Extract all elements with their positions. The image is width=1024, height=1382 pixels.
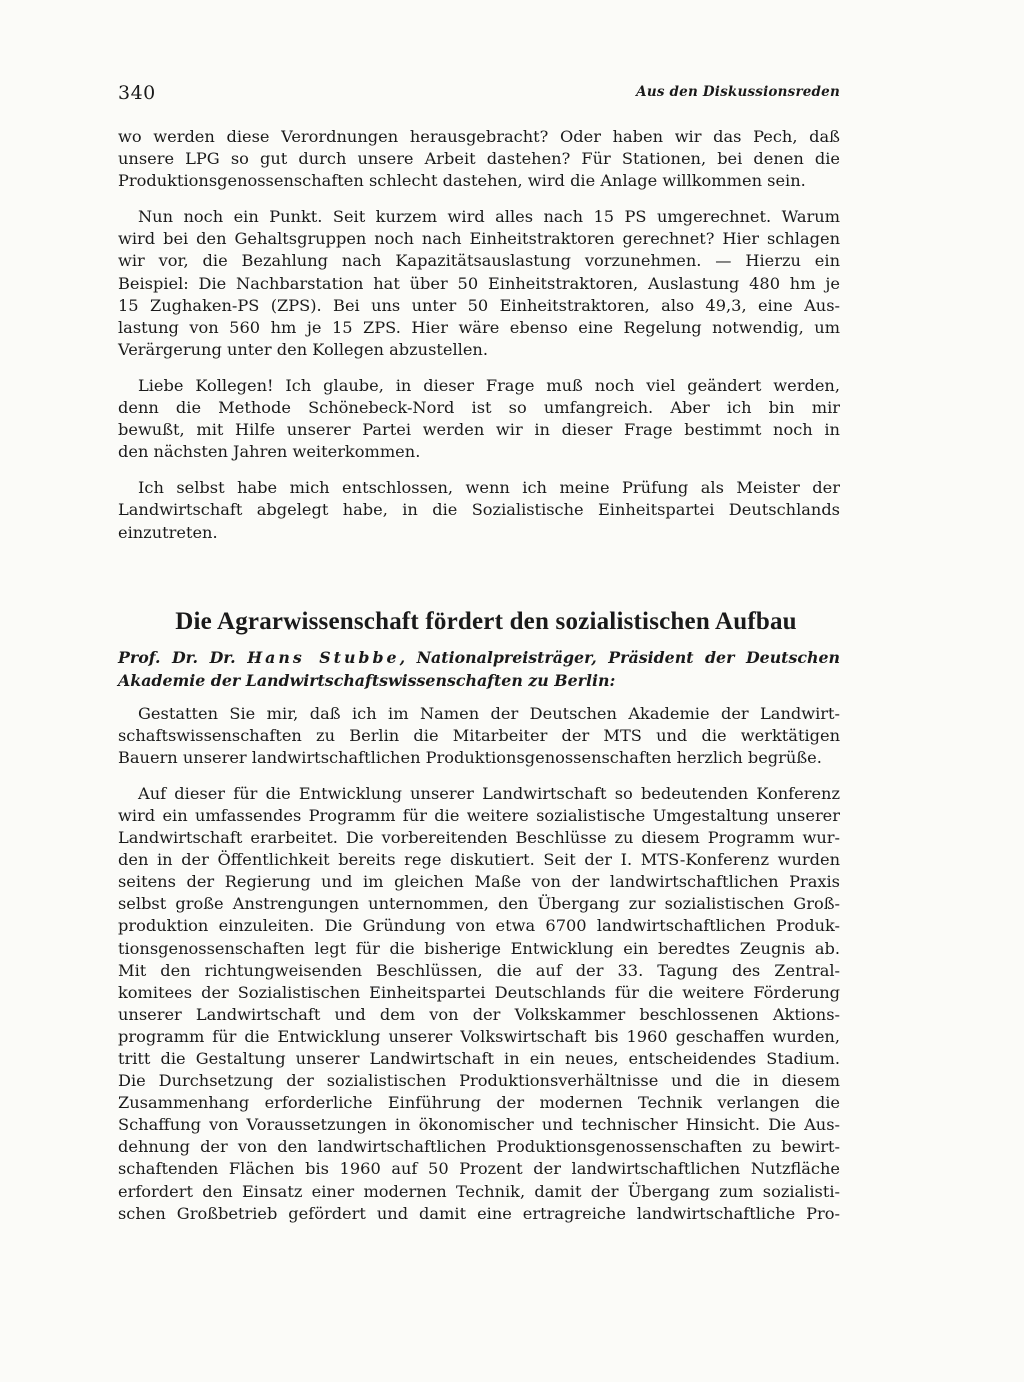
text-line: schen Großbetrieb gefördert und damit eine ertragreiche landwirtschaftliche Pro- xyxy=(118,1203,840,1223)
text-line: Mit den richtungweisenden Beschlüssen, die auf der 33. Tagung des Zentral- xyxy=(118,960,840,980)
speaker-title: , Nationalpreisträger, Präsident der Deutschen xyxy=(399,647,841,667)
text-line: einzutreten. xyxy=(118,522,218,542)
text-line: unserer Landwirtschaft und dem von der Volkskammer beschlossenen Aktions- xyxy=(118,1004,840,1024)
text-line: Zusammenhang erforderliche Einführung der modernen Technik verlangen die xyxy=(118,1093,840,1113)
speaker-name: Hans Stubbe xyxy=(247,647,400,667)
book-page xyxy=(118,76,840,1225)
text-line: tritt die Gestaltung unserer Landwirtschaft in ein neues, entscheidendes Stadium. xyxy=(118,1049,840,1068)
text-line: erfordert den Einsatz einer modernen Technik, damit der Übergang zum sozialisti- xyxy=(118,1181,840,1201)
text-line: seitens der Regierung und im gleichen Maße von der landwirtschaftlichen Praxis xyxy=(118,872,840,892)
text-line: wo werden diese Verordnungen herausgebracht? Oder haben wir das Pech, daß xyxy=(118,127,840,146)
paragraph xyxy=(118,206,840,361)
text-line: komitees der Sozialistischen Einheitspartei Deutschlands für die weitere Förderung xyxy=(118,982,840,1002)
text-line: Auf dieser für die Entwicklung unserer Landwirtschaft so bedeutenden Konferenz xyxy=(138,783,840,803)
text-line: Beispiel: Die Nachbarstation hat über 50 Einheitstraktoren, Auslastung 480 hm je xyxy=(118,273,840,293)
paragraph xyxy=(118,783,840,1225)
text-line: Produktionsgenossenschaften schlecht dastehen, wird die Anlage willkommen sein. xyxy=(118,171,806,191)
text-line: dehnung der von den landwirtschaftlichen Produktionsgenossenschaften zu bewirt- xyxy=(118,1137,840,1157)
paragraph xyxy=(118,703,840,769)
paragraph xyxy=(118,375,840,463)
text-line: tionsgenossenschaften legt für die bisherige Entwicklung ein beredtes Zeugnis ab. xyxy=(118,938,840,958)
text-line: schaftenden Flächen bis 1960 auf 50 Prozent der landwirtschaftlichen Nutzfläche xyxy=(118,1159,840,1179)
text-line: Schaffung von Voraussetzungen in ökonomischer und technischer Hinsicht. Die Aus- xyxy=(118,1115,840,1135)
text-line: wird ein umfassendes Programm für die weitere sozialistische Umgestaltung unserer xyxy=(118,805,840,825)
text-line: Landwirtschaft abgelegt habe, in die Sozialistische Einheitspartei Deutschlands xyxy=(118,500,840,520)
section-title: Die Agrarwissenschaft fördert den sozialistischen Aufbau xyxy=(175,607,797,635)
running-head: Aus den Diskussionsreden xyxy=(636,84,840,100)
text-line: selbst große Anstrengungen unternommen, den Übergang zur sozialistischen Groß- xyxy=(118,894,840,914)
speaker-prefix: Prof. Dr. Dr. xyxy=(118,647,236,667)
text-line: Landwirtschaft erarbeitet. Die vorbereitenden Beschlüsse zu diesem Programm wur- xyxy=(118,828,840,848)
text-line: 15 Zughaken-PS (ZPS). Bei uns unter 50 Einheitstraktoren, also 49,3, eine Aus- xyxy=(118,295,840,315)
text-line: Ich selbst habe mich entschlossen, wenn ich meine Prüfung als Meister der xyxy=(138,478,840,498)
page-number: 340 xyxy=(118,82,156,104)
speaker-line: Akademie der Landwirtschaftswissenschaften zu Berlin: xyxy=(118,671,616,691)
text-line: wir vor, die Bezahlung nach Kapazitätsauslastung vorzunehmen. — Hierzu ein xyxy=(118,251,840,271)
text-line: unsere LPG so gut durch unsere Arbeit dastehen? Für Stationen, bei denen die xyxy=(118,149,840,169)
text-line: den in der Öffentlichkeit bereits rege diskutiert. Seit der I. MTS-Konferenz wurden xyxy=(118,850,840,870)
text-line: wird bei den Gehaltsgruppen noch nach Einheitstraktoren gerechnet? Hier schlagen xyxy=(118,229,840,249)
text-line: lastung von 560 hm je 15 ZPS. Hier wäre ebenso eine Regelung notwendig, um xyxy=(118,317,840,337)
text-line: Nun noch ein Punkt. Seit kurzem wird alles nach 15 PS umgerechnet. Warum xyxy=(138,207,840,227)
text-line: denn die Methode Schönebeck-Nord ist so umfangreich. Aber ich bin mir xyxy=(118,398,840,418)
paragraph xyxy=(118,126,840,192)
paragraph xyxy=(118,477,840,543)
speaker-attribution xyxy=(118,646,840,693)
text-line: Die Durchsetzung der sozialistischen Produktionsverhältnisse und die in diesem xyxy=(118,1071,840,1091)
text-line: bewußt, mit Hilfe unserer Partei werden wir in dieser Frage bestimmt noch in xyxy=(118,420,840,440)
text-line: produktion einzuleiten. Die Gründung von etwa 6700 landwirtschaftlichen Produk- xyxy=(118,916,840,936)
page-header xyxy=(118,76,840,112)
text-line: Gestatten Sie mir, daß ich im Namen der Deutschen Akademie der Landwirt- xyxy=(138,703,840,723)
text-line: schaftswissenschaften zu Berlin die Mitarbeiter der MTS und die werktätigen xyxy=(118,725,840,745)
text-line: Liebe Kollegen! Ich glaube, in dieser Frage muß noch viel geändert werden, xyxy=(138,375,840,395)
text-line: Verärgerung unter den Kollegen abzustellen. xyxy=(118,339,488,359)
text-line: Bauern unserer landwirtschaftlichen Produktionsgenossenschaften herzlich begrüße. xyxy=(118,747,822,767)
text-line: den nächsten Jahren weiterkommen. xyxy=(118,442,421,462)
text-line: programm für die Entwicklung unserer Volkswirtschaft bis 1960 geschaffen wurden, xyxy=(118,1026,840,1046)
speaker-line xyxy=(118,646,840,670)
